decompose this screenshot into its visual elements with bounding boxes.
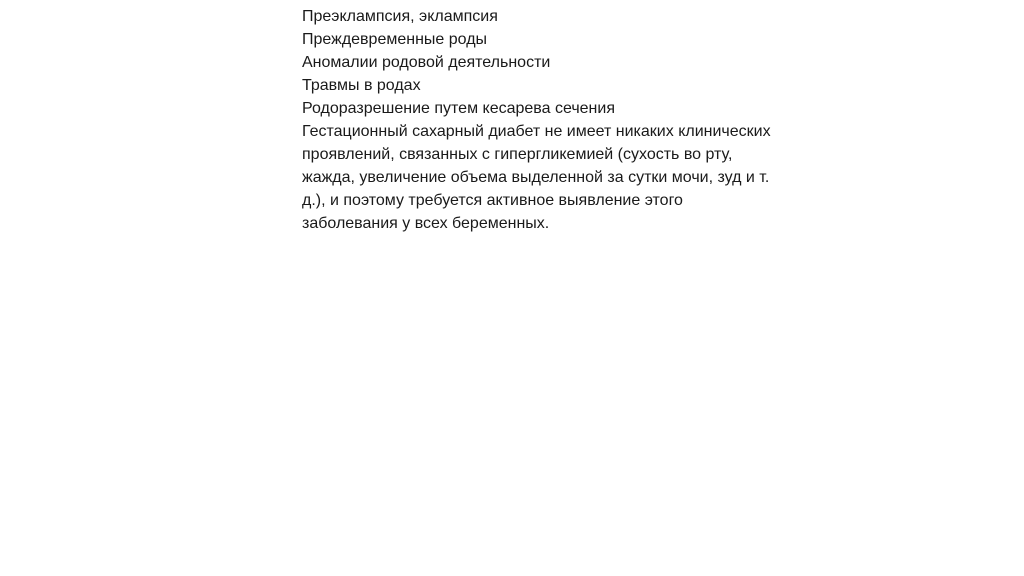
list-line-cesarean-delivery: Родоразрешение путем кесарева сечения bbox=[302, 100, 615, 117]
list-line-birth-injuries: Травмы в родах bbox=[302, 77, 421, 94]
list-line-labor-anomalies: Аномалии родовой деятельности bbox=[302, 54, 551, 71]
gestational-diabetes-paragraph: Гестационный сахарный диабет не имеет никаких клинических проявлений, связанных с гипергликемией (сухость во рту, жажда, увеличение объема выделенной за сутки мочи, зуд и т. д.), и поэтому требуется активное выявление этого заболевания у всех беременных. bbox=[302, 123, 771, 232]
text-block bbox=[302, 5, 782, 235]
list-line-preterm-birth: Преждевременные роды bbox=[302, 31, 488, 48]
list-line-preeclampsia: Преэклампсия, эклампсия bbox=[302, 8, 498, 25]
